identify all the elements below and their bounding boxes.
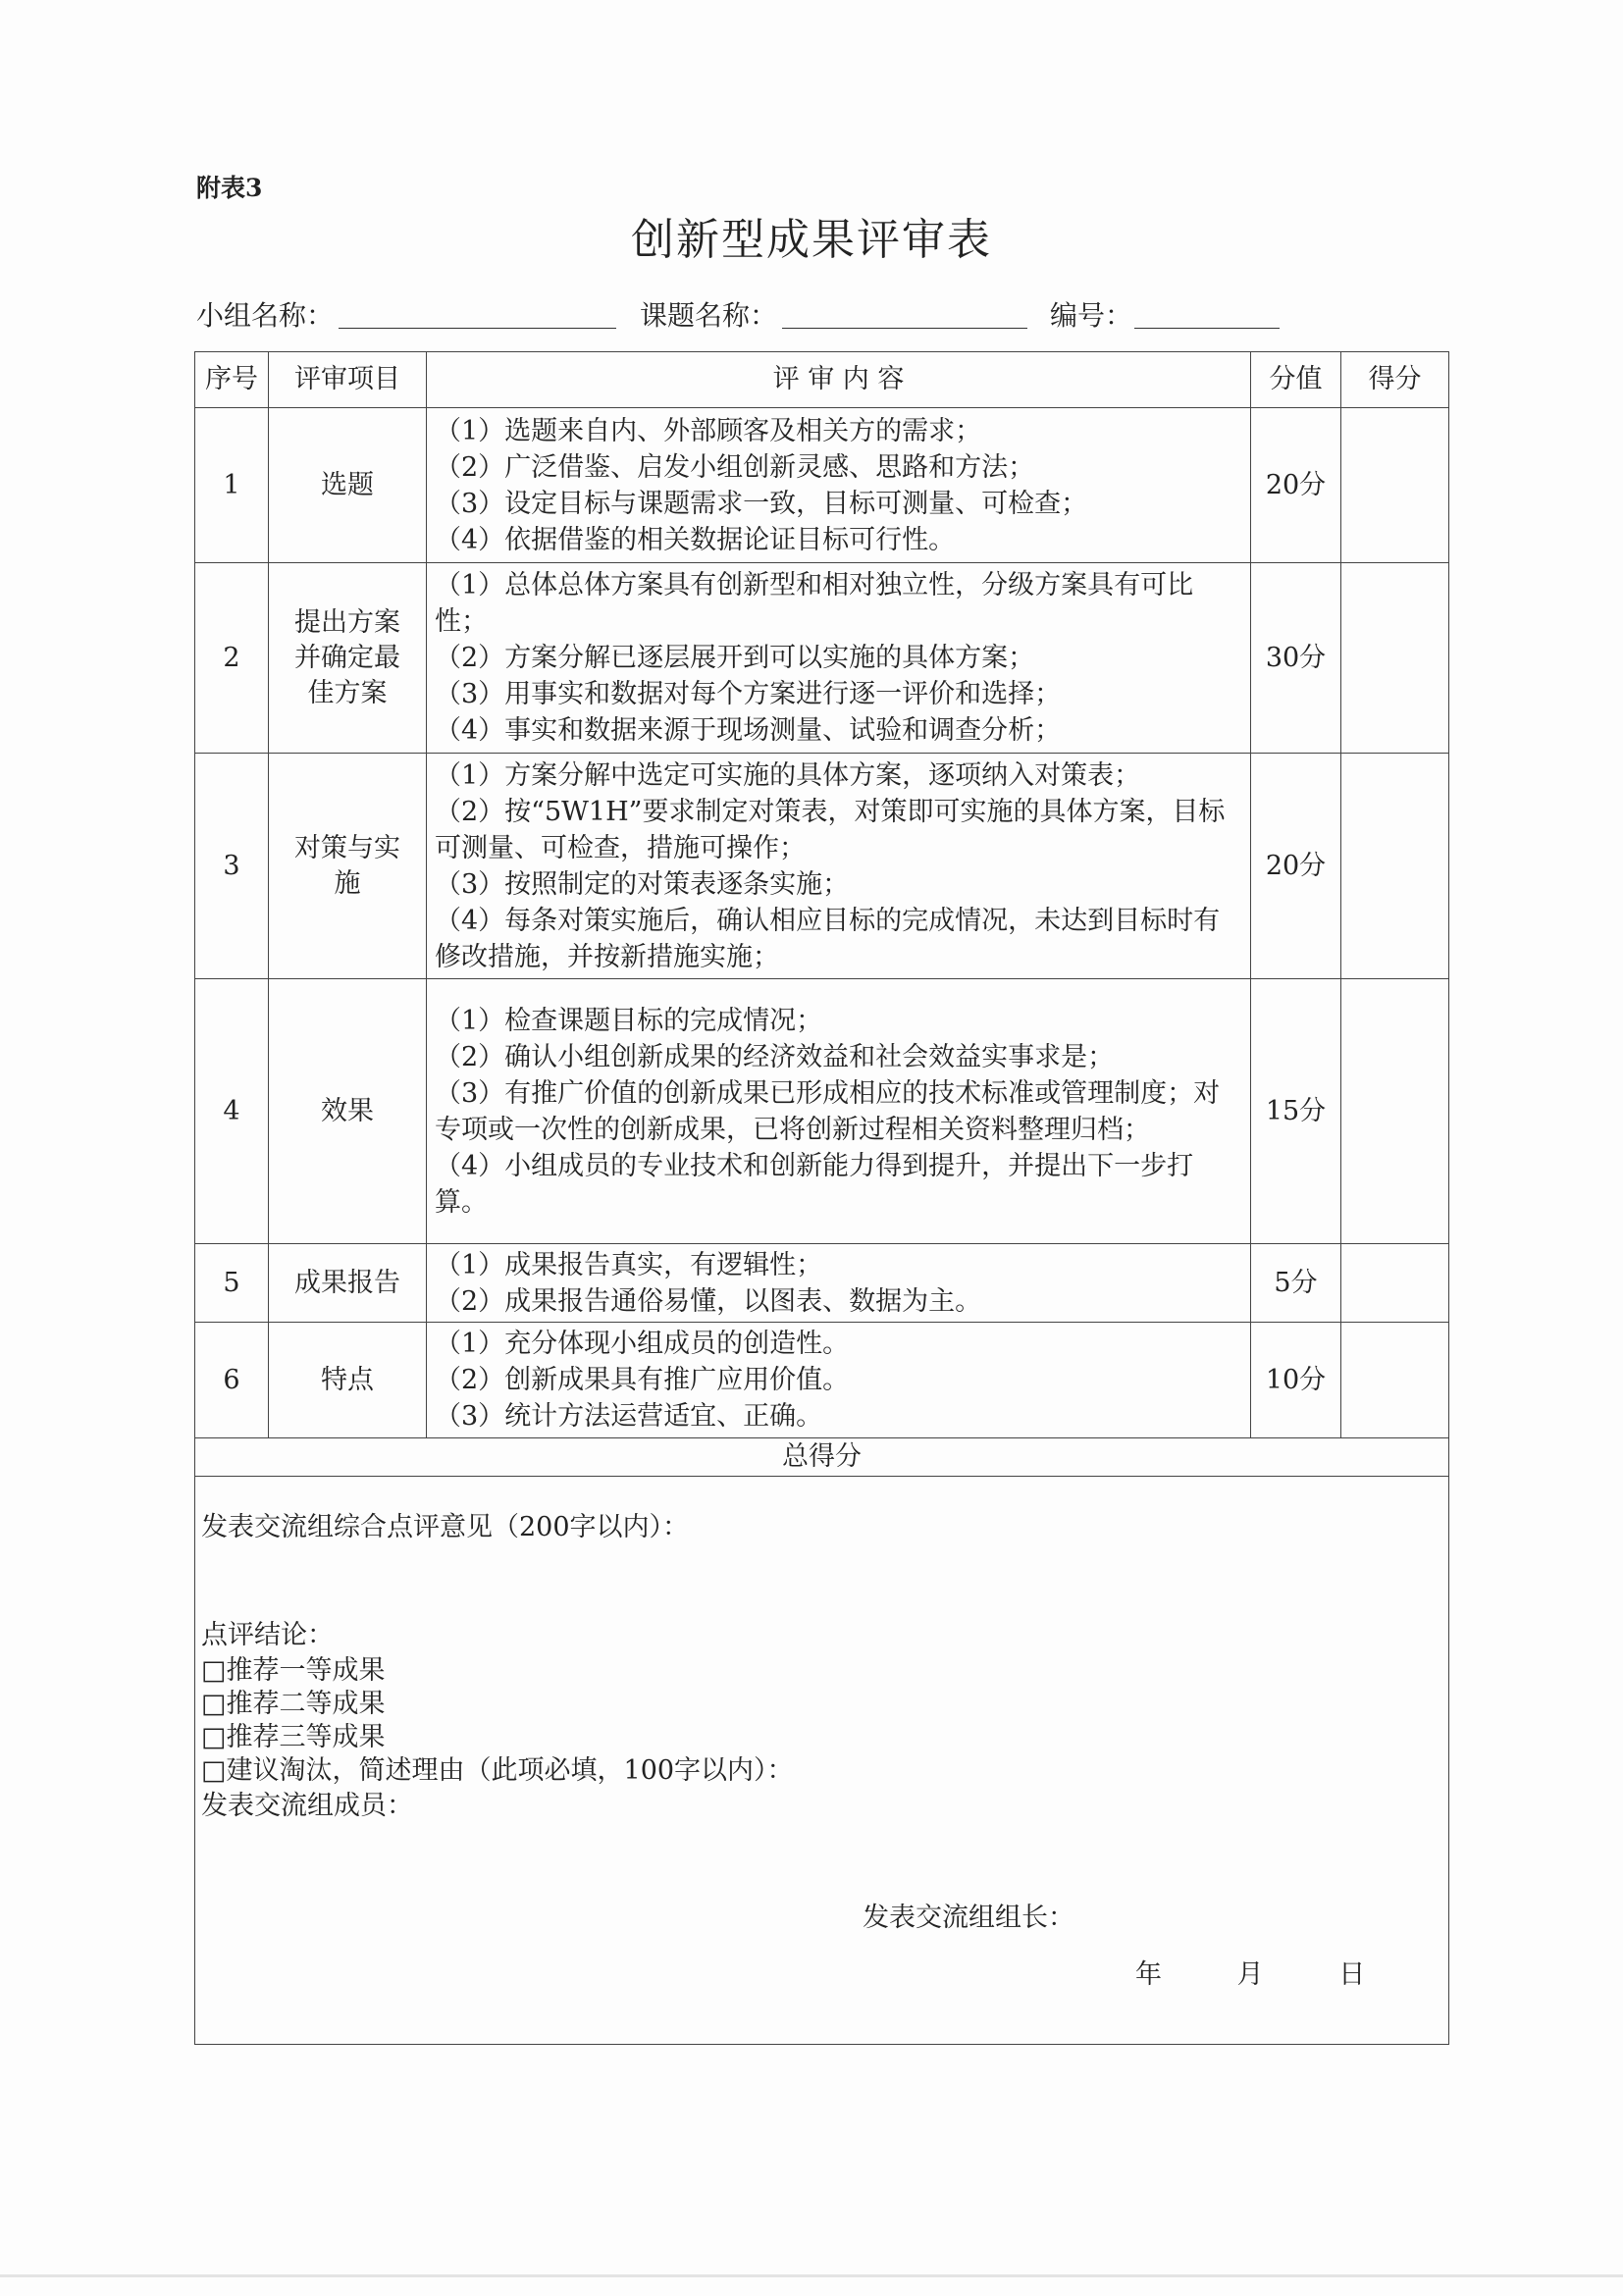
- row-no: 6: [195, 1323, 269, 1438]
- content-line: （3）设定目标与课题需求一致，目标可测量、可检查；: [435, 488, 1088, 519]
- row-got-field[interactable]: [1341, 1244, 1449, 1323]
- row-content: [427, 408, 1251, 563]
- content-line: （3）按照制定的对策表逐条实施；: [435, 868, 850, 900]
- number-label: 编号：: [1050, 299, 1133, 332]
- content-line: （4）事实和数据来源于现场测量、试验和调查分析；: [435, 715, 1062, 746]
- row-item: 选题: [269, 408, 427, 563]
- row-got-field[interactable]: [1341, 979, 1449, 1244]
- row-no: 1: [195, 408, 269, 563]
- content-line: （3）统计方法运营适宜、正确。: [435, 1401, 823, 1432]
- option-eliminate[interactable]: □建议淘汰，简述理由（此项必填，100字以内）：: [201, 1755, 794, 1786]
- date-day: 日: [1338, 1959, 1366, 1990]
- members-label: 发表交流组成员：: [201, 1791, 413, 1821]
- topic-name-label: 课题名称：: [640, 299, 778, 332]
- row-score: 10分: [1251, 1323, 1341, 1438]
- content-line: （4）每条对策实施后，确认相应目标的完成情况，未达到目标时有修改措施，并按新措施实施；: [435, 905, 1221, 972]
- header-score: 分值: [1251, 352, 1341, 408]
- content-line: （2）成果报告通俗易懂，以图表、数据为主。: [435, 1285, 982, 1317]
- row-content: [427, 563, 1251, 754]
- row-no: 4: [195, 979, 269, 1244]
- date-line: [1135, 1957, 1402, 1993]
- row-item: 提出方案并确定最佳方案: [269, 563, 427, 754]
- content-line: （3）用事实和数据对每个方案进行逐一评价和选择；: [435, 679, 1062, 709]
- conclusion-label: 点评结论：: [201, 1620, 334, 1650]
- row-score: 5分: [1251, 1244, 1341, 1323]
- row-item: 效果: [269, 979, 427, 1244]
- content-line: （2）广泛借鉴、启发小组创新灵感、思路和方法；: [435, 451, 1035, 483]
- row-score: 20分: [1251, 754, 1341, 979]
- date-year: 年: [1135, 1959, 1162, 1990]
- table-row: [195, 408, 1449, 563]
- row-got-field[interactable]: [1341, 1323, 1449, 1438]
- content-line: （2）创新成果具有推广应用价值。: [435, 1365, 850, 1395]
- table-row: [195, 754, 1449, 979]
- row-got-field[interactable]: [1341, 754, 1449, 979]
- row-item: 特点: [269, 1323, 427, 1438]
- content-line: （1）成果报告真实，有逻辑性；: [435, 1249, 823, 1280]
- table-row: [195, 1244, 1449, 1323]
- table-header-row: [195, 352, 1449, 408]
- row-got-field[interactable]: [1341, 408, 1449, 563]
- date-month: 月: [1236, 1959, 1264, 1990]
- leader-label: 发表交流组组长：: [863, 1903, 1074, 1933]
- review-table: [194, 351, 1449, 2045]
- option-second-prize[interactable]: □推荐二等成果: [201, 1689, 386, 1719]
- option-third-prize[interactable]: □推荐三等成果: [201, 1722, 386, 1752]
- row-score: 30分: [1251, 563, 1341, 754]
- row-content: [427, 1323, 1251, 1438]
- header-item: 评审项目: [269, 352, 427, 408]
- table-row: [195, 563, 1449, 754]
- content-line: （1）方案分解中选定可实施的具体方案，逐项纳入对策表；: [435, 759, 1141, 791]
- row-content: [427, 754, 1251, 979]
- total-score-label: 总得分: [195, 1438, 1449, 1477]
- header-no: 序号: [195, 352, 269, 408]
- content-line: （1）充分体现小组成员的创造性。: [435, 1329, 850, 1359]
- table-row: [195, 1323, 1449, 1438]
- row-got-field[interactable]: [1341, 563, 1449, 754]
- opinion-label: 发表交流组综合点评意见（200字以内）：: [201, 1512, 690, 1542]
- row-content: [427, 1244, 1251, 1323]
- content-line: （4）依据借鉴的相关数据论证目标可行性。: [435, 524, 956, 555]
- row-content: [427, 979, 1251, 1244]
- row-no: 5: [195, 1244, 269, 1323]
- comment-section[interactable]: [195, 1477, 1449, 2045]
- row-no: 3: [195, 754, 269, 979]
- comment-row: [195, 1477, 1449, 2045]
- content-line: （2）按“5W1H”要求制定对策表，对策即可实施的具体方案，目标可测量、可检查，措施可操作；: [435, 796, 1226, 863]
- group-name-field[interactable]: [339, 328, 616, 329]
- total-row: [195, 1438, 1449, 1477]
- header-got: 得分: [1341, 352, 1449, 408]
- content-line: （1）选题来自内、外部顾客及相关方的需求；: [435, 415, 982, 446]
- row-no: 2: [195, 563, 269, 754]
- content-line: （3）有推广价值的创新成果已形成相应的技术标准或管理制度；对专项或一次性的创新成果，已将创新过程相关资料整理归档；: [435, 1077, 1221, 1145]
- form-info-row: [196, 294, 1433, 334]
- row-item: 对策与实施: [269, 754, 427, 979]
- content-line: （1）检查课题目标的完成情况；: [435, 1005, 823, 1036]
- scan-edge-line: [0, 2274, 1623, 2277]
- content-line: （2）确认小组创新成果的经济效益和社会效益实事求是；: [435, 1041, 1115, 1072]
- group-name-label: 小组名称：: [196, 299, 335, 332]
- option-first-prize[interactable]: □推荐一等成果: [201, 1655, 386, 1686]
- header-content: 评 审 内 容: [427, 352, 1251, 408]
- table-row: [195, 979, 1449, 1244]
- appendix-label: 附表3: [196, 174, 263, 202]
- content-line: （4）小组成员的专业技术和创新能力得到提升，并提出下一步打算。: [435, 1150, 1194, 1218]
- content-line: （1）总体总体方案具有创新型和相对独立性，分级方案具有可比性；: [435, 570, 1194, 637]
- number-field[interactable]: [1134, 328, 1280, 329]
- content-line: （2）方案分解已逐层展开到可以实施的具体方案；: [435, 643, 1035, 673]
- row-item: 成果报告: [269, 1244, 427, 1323]
- topic-name-field[interactable]: [782, 328, 1027, 329]
- form-title: 创新型成果评审表: [631, 215, 992, 265]
- row-score: 20分: [1251, 408, 1341, 563]
- row-score: 15分: [1251, 979, 1341, 1244]
